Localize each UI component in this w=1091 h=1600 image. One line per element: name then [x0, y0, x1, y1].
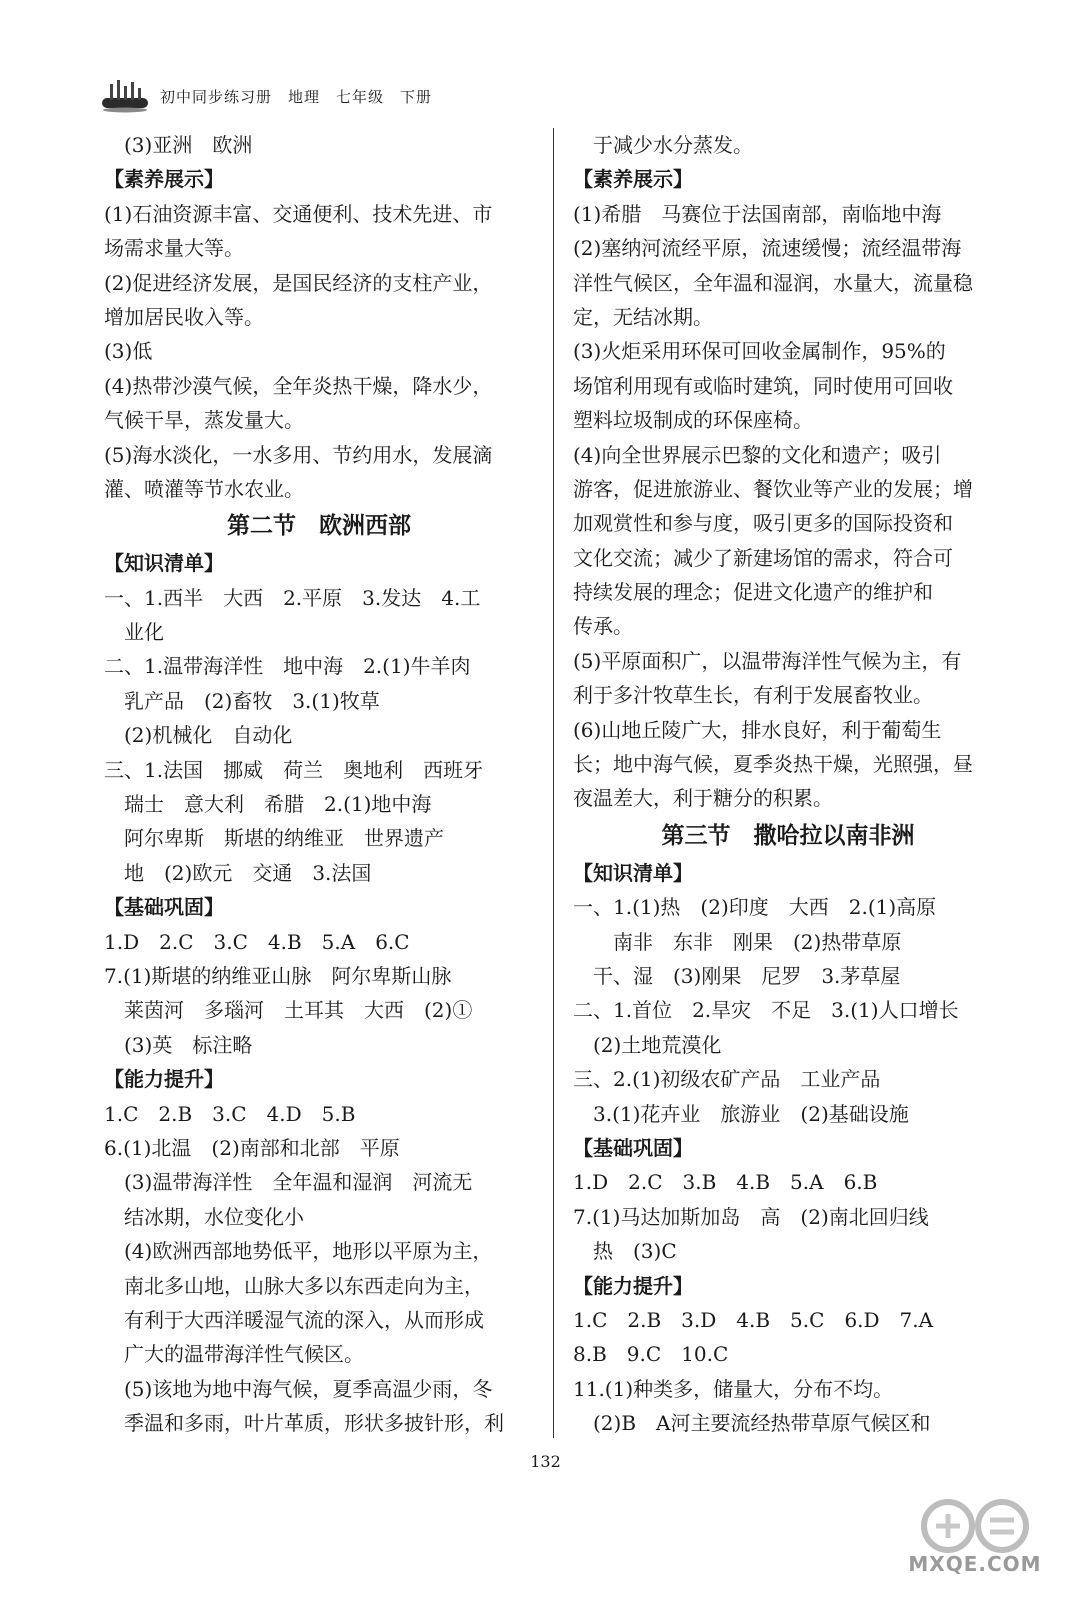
- left-column: [104, 128, 534, 1440]
- subsection-heading: 【素养展示】: [104, 167, 224, 192]
- answer-line: 南非 东非 刚果 (2)热带草原: [573, 929, 902, 954]
- answer-line: 场馆利用现有或临时建筑，同时使用可回收: [573, 373, 953, 398]
- answer-line: 传承。: [573, 614, 633, 639]
- subsection-heading: 【知识清单】: [104, 551, 224, 576]
- answer-line: 夜温差大，利于糖分的积累。: [573, 786, 833, 811]
- answer-line: (2)促进经济发展，是国民经济的支柱产业，: [104, 270, 493, 295]
- answer-line: 洋性气候区，全年温和湿润，水量大，流量稳: [573, 270, 973, 295]
- subsection-heading: 【素养展示】: [573, 167, 693, 192]
- right-column: [573, 128, 1003, 1440]
- watermark-text: MXQE.COM: [908, 1552, 1042, 1576]
- answer-line: 灌、喷灌等节水农业。: [104, 476, 304, 501]
- answer-line: 二、1.温带海洋性 地中海 2.(1)牛羊肉: [104, 654, 471, 679]
- answer-line: (3)火炬采用环保可回收金属制作，95%的: [573, 339, 946, 364]
- answer-line: 持续发展的理念；促进文化遗产的维护和: [573, 580, 933, 605]
- answer-line: 一、1.(1)热 (2)印度 大西 2.(1)高原: [573, 895, 937, 920]
- watermark: [900, 1496, 1050, 1586]
- answer-line: 结冰期，水位变化小: [104, 1204, 304, 1229]
- subsection-heading: 【基础巩固】: [573, 1135, 693, 1160]
- answer-line: (4)热带沙漠气候，全年炎热干燥，降水少，: [104, 373, 493, 398]
- answer-line: (5)平原面积广，以温带海洋性气候为主，有: [573, 648, 962, 673]
- answer-line: 地 (2)欧元 交通 3.法国: [104, 860, 372, 885]
- answer-line: (3)温带海洋性 全年温和湿润 河流无: [104, 1170, 473, 1195]
- answer-line: 阿尔卑斯 斯堪的纳维亚 世界遗产: [104, 826, 444, 851]
- answer-line: 场需求量大等。: [104, 236, 244, 261]
- answer-line: 1.C 2.B 3.C 4.D 5.B: [104, 1101, 356, 1126]
- answer-line: 增加居民收入等。: [104, 304, 264, 329]
- column-divider: [553, 128, 554, 1438]
- answer-line: 季温和多雨，叶片革质，形状多披针形，利: [104, 1411, 504, 1436]
- subsection-heading: 【能力提升】: [104, 1067, 224, 1092]
- answer-line: 11.(1)种类多，储量大，分布不均。: [573, 1376, 894, 1401]
- answer-line: (4)向全世界展示巴黎的文化和遗产；吸引: [573, 442, 942, 467]
- answer-line: 利于多汁牧草生长，有利于发展畜牧业。: [573, 683, 933, 708]
- page-number: 132: [530, 1452, 561, 1471]
- answer-line: 热 (3)C: [573, 1239, 677, 1264]
- answer-line: 定，无结冰期。: [573, 304, 713, 329]
- answer-line: (6)山地丘陵广大，排水良好，利于葡萄生: [573, 717, 942, 742]
- answer-line: 加观赏性和参与度，吸引更多的国际投资和: [573, 511, 953, 536]
- answer-line: 7.(1)斯堪的纳维亚山脉 阿尔卑斯山脉: [104, 963, 452, 988]
- answer-line: 干、湿 (3)刚果 尼罗 3.茅草屋: [573, 963, 901, 988]
- watermark-logo-icon: [900, 1496, 1050, 1556]
- answer-line: 7.(1)马达加斯加岛 高 (2)南北回归线: [573, 1204, 929, 1229]
- answer-line: (3)低: [104, 339, 153, 364]
- answer-line: 一、1.西半 大西 2.平原 3.发达 4.工: [104, 585, 481, 610]
- book-logo-icon: [100, 78, 150, 114]
- answer-line: 乳产品 (2)畜牧 3.(1)牧草: [104, 688, 380, 713]
- answer-line: 业化: [104, 620, 164, 645]
- answer-line: (2)B A河主要流经热带草原气候区和: [573, 1411, 931, 1436]
- answer-line: (2)机械化 自动化: [104, 723, 293, 748]
- section-title: 第三节 撒哈拉以南非洲: [661, 821, 915, 849]
- answer-line: (3)亚洲 欧洲: [104, 133, 253, 157]
- answer-line: (5)该地为地中海气候，夏季高温少雨，冬: [104, 1376, 493, 1401]
- answer-line: (5)海水淡化，一水多用、节约用水，发展滴: [104, 442, 493, 467]
- answer-line: 二、1.首位 2.旱灾 不足 3.(1)人口增长: [573, 998, 959, 1023]
- answer-line: 3.(1)花卉业 旅游业 (2)基础设施: [573, 1101, 909, 1126]
- subsection-heading: 【知识清单】: [573, 860, 693, 885]
- page-header: [100, 78, 520, 118]
- header-title: 初中同步练习册 地理 七年级 下册: [160, 88, 433, 106]
- answer-line: 塑料垃圾制成的环保座椅。: [573, 408, 813, 433]
- answer-line: (3)英 标注略: [104, 1032, 253, 1057]
- answer-line: 1.D 2.C 3.C 4.B 5.A 6.C: [104, 929, 410, 954]
- answer-line: 莱茵河 多瑙河 土耳其 大西 (2)①: [104, 998, 473, 1023]
- answer-line: (4)欧洲西部地势低平，地形以平原为主，: [104, 1239, 493, 1264]
- answer-line: (2)土地荒漠化: [573, 1032, 722, 1057]
- answer-line: 于减少水分蒸发。: [573, 133, 753, 157]
- answer-line: 南北多山地，山脉大多以东西走向为主，: [104, 1273, 484, 1298]
- answer-line: 游客，促进旅游业、餐饮业等产业的发展；增: [573, 476, 973, 501]
- answer-line: 广大的温带海洋性气候区。: [104, 1342, 364, 1367]
- answer-line: (1)石油资源丰富、交通便利、技术先进、市: [104, 201, 493, 226]
- section-title: 第二节 欧洲西部: [227, 512, 411, 540]
- subsection-heading: 【能力提升】: [573, 1273, 693, 1298]
- subsection-heading: 【基础巩固】: [104, 895, 224, 920]
- answer-line: 6.(1)北温 (2)南部和北部 平原: [104, 1135, 400, 1160]
- answer-line: 8.B 9.C 10.C: [573, 1342, 729, 1367]
- answer-line: 1.D 2.C 3.B 4.B 5.A 6.B: [573, 1170, 878, 1195]
- answer-line: 瑞士 意大利 希腊 2.(1)地中海: [104, 792, 432, 817]
- answer-line: 有利于大西洋暖湿气流的深入，从而形成: [104, 1307, 484, 1332]
- answer-line: 三、2.(1)初级农矿产品 工业产品: [573, 1067, 881, 1092]
- answer-line: 长；地中海气候，夏季炎热干燥，光照强，昼: [573, 752, 973, 777]
- answer-line: 三、1.法国 挪威 荷兰 奥地利 西班牙: [104, 757, 484, 782]
- answer-line: 气候干旱，蒸发量大。: [104, 408, 304, 433]
- answer-line: (2)塞纳河流经平原，流速缓慢；流经温带海: [573, 236, 962, 261]
- answer-line: 1.C 2.B 3.D 4.B 5.C 6.D 7.A: [573, 1307, 934, 1332]
- answer-line: 文化交流；减少了新建场馆的需求，符合可: [573, 545, 953, 570]
- answer-line: (1)希腊 马赛位于法国南部，南临地中海: [573, 201, 942, 226]
